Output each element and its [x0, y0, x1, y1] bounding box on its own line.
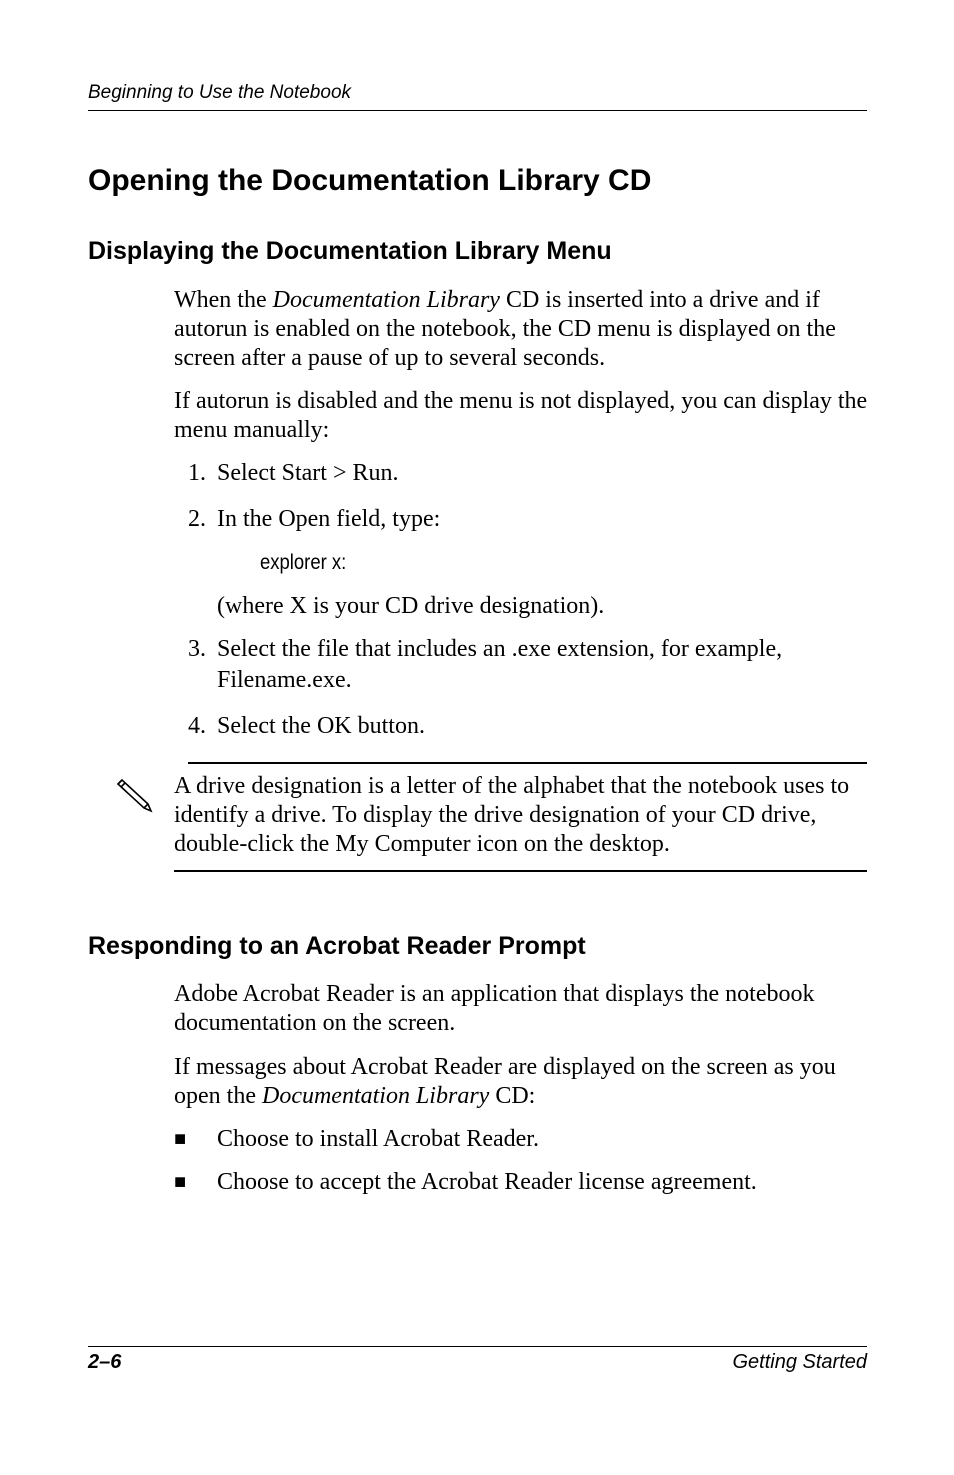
paragraph-messages — [174, 1053, 874, 1111]
paragraph-text: CD: — [489, 1083, 536, 1109]
step-number: 2. — [188, 506, 206, 532]
doc-library-italic: Documentation Library — [272, 287, 500, 313]
page-number: 2–6 — [88, 1351, 122, 1373]
square-bullet-icon: ■ — [174, 1171, 187, 1193]
paragraph-autorun — [174, 286, 874, 373]
bullet-text: Choose to install Acrobat Reader. — [217, 1126, 539, 1152]
step-number: 1. — [188, 460, 206, 486]
paragraph-text: When the — [174, 287, 273, 313]
note-rule-bottom — [174, 870, 867, 872]
paragraph-acrobat: Adobe Acrobat Reader is an application that displays the notebook documentation on the screen. — [174, 981, 815, 1036]
subsection-title-menu: Displaying the Documentation Library Menu — [88, 237, 612, 265]
note-rule-top — [188, 762, 867, 764]
book-title: Getting Started — [732, 1351, 867, 1373]
step-number: 4. — [188, 713, 206, 739]
paragraph-text: If messages about Acrobat Reader are displayed on the screen as you open the — [174, 1054, 836, 1109]
subsection-title-acrobat: Responding to an Acrobat Reader Prompt — [88, 932, 586, 960]
bullet-text: Choose to accept the Acrobat Reader license agreement. — [217, 1169, 757, 1195]
step-text: Select the OK button. — [217, 713, 425, 739]
section-title: Opening the Documentation Library CD — [88, 164, 652, 197]
note-text: A drive designation is a letter of the alphabet that the notebook uses to identify a drive. To display the drive designation of your CD drive, double-click the My Computer icon on the desktop. — [174, 773, 850, 857]
step-text: Select Start > Run. — [217, 460, 399, 486]
doc-library-italic: Documentation Library — [261, 1083, 490, 1109]
code-note-text: (where X is your CD drive designation). — [217, 593, 605, 619]
running-header: Beginning to Use the Notebook — [88, 82, 352, 103]
pencil-icon — [114, 778, 160, 823]
step-number: 3. — [188, 636, 206, 662]
paragraph-manual: If autorun is disabled and the menu is not displayed, you can display the menu manually: — [174, 388, 868, 443]
code-command: explorer x: — [260, 551, 347, 574]
footer-rule — [88, 1346, 867, 1347]
header-rule — [88, 110, 867, 111]
step-text: Select the file that includes an .exe extension, for example, Filename.exe. — [217, 636, 783, 693]
step-text: In the Open field, type: — [217, 506, 441, 532]
square-bullet-icon: ■ — [174, 1128, 187, 1150]
paragraph-text: CD is inserted into a drive and if autorun is enabled on the notebook, the CD menu is displayed on the screen after a pause of up to several seconds. — [174, 287, 836, 371]
